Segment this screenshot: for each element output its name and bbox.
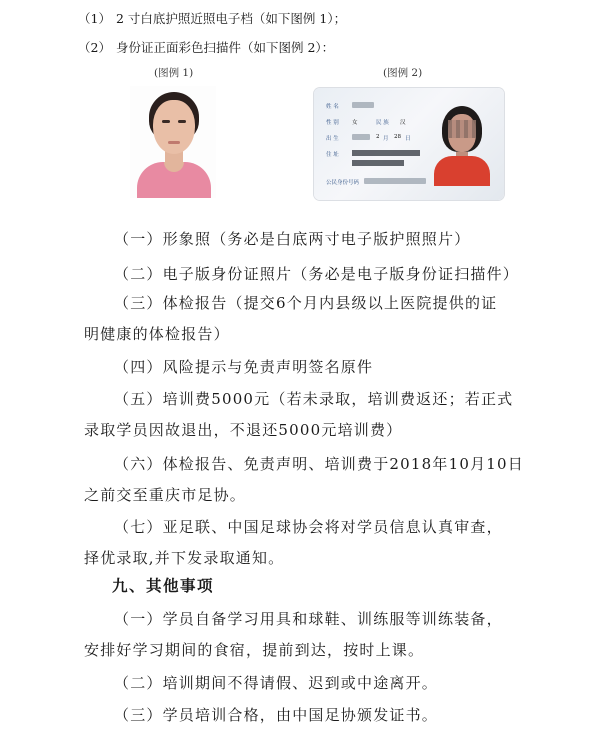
material-item-2 — [84, 259, 554, 290]
id-portrait-mosaic — [448, 120, 476, 138]
example-1-caption: (图例 1) — [154, 67, 194, 79]
id-card-birth-label: 出 生 — [326, 136, 339, 142]
material-item-text: （五）培训费5000元（若未录取，培训费返还；若正式 — [114, 390, 514, 408]
material-item-text: （三）体检报告（提交6个月内县级以上医院提供的证 — [114, 294, 498, 312]
id-card-address-redacted-1 — [352, 150, 420, 156]
other-item-2 — [84, 668, 554, 699]
requirement-text: 2 寸白底护照近照电子档（如下图例 1）； — [116, 11, 347, 26]
material-item-continuation: 录取学员因故退出，不退还5000元培训费） — [84, 421, 403, 439]
material-item-text: （四）风险提示与免责声明签名原件 — [114, 358, 374, 376]
portrait-eye-right — [178, 120, 186, 123]
requirement-number: （2） — [78, 40, 111, 55]
id-card-ethnicity-label: 民 族 — [376, 120, 389, 126]
id-card-gender-label: 性 别 — [326, 120, 339, 126]
other-item-continuation: 安排好学习期间的食宿，提前到达，按时上课。 — [84, 641, 425, 659]
material-item-5 — [84, 384, 554, 446]
material-item-text: （六）体检报告、免责声明、培训费于2018年10月10日 — [114, 455, 524, 473]
material-item-continuation: 之前交至重庆市足协。 — [84, 486, 247, 504]
requirement-line-1 — [78, 11, 346, 27]
portrait-face — [153, 100, 195, 154]
material-item-continuation: 择优录取,并下发录取通知。 — [84, 549, 285, 567]
id-card-name-label: 姓 名 — [326, 104, 339, 110]
material-item-text: （一）形象照（务必是白底两寸电子版护照照片） — [114, 230, 471, 248]
id-card-birth-year-redacted — [352, 134, 370, 140]
material-item-continuation: 明健康的体检报告） — [84, 325, 230, 343]
material-item-7 — [84, 512, 554, 574]
other-item-1 — [84, 604, 554, 666]
material-item-6 — [84, 449, 554, 511]
id-card-name-redacted — [352, 102, 374, 108]
other-item-text: （二）培训期间不得请假、迟到或中途离开。 — [114, 674, 439, 692]
section-heading: 九、其他事项 — [112, 577, 215, 595]
id-card-number-redacted — [364, 178, 426, 184]
id-card-portrait — [430, 100, 494, 184]
id-card-birth-day: 28 — [394, 134, 401, 140]
other-item-text: （三）学员培训合格，由中国足协颁发证书。 — [114, 706, 439, 724]
material-item-3 — [84, 288, 554, 350]
id-card-birth-month: 2 — [376, 134, 380, 140]
material-item-4 — [84, 352, 554, 383]
portrait-eye-left — [162, 120, 170, 123]
id-card-ethnicity-value: 汉 — [400, 120, 406, 126]
other-item-3 — [84, 700, 554, 731]
id-card-address-redacted-2 — [352, 160, 404, 166]
id-card-gender-value: 女 — [352, 120, 358, 126]
portrait-mouth — [168, 141, 180, 144]
id-card-birth-day-unit: 日 — [405, 136, 411, 142]
id-portrait-coat — [434, 156, 490, 186]
example-id-card — [314, 88, 504, 200]
requirement-text: 身份证正面彩色扫描件（如下图例 2）： — [116, 40, 335, 55]
requirement-line-2 — [78, 40, 334, 56]
id-card-birth-month-unit: 月 — [383, 136, 389, 142]
id-card-address-label: 住 址 — [326, 152, 339, 158]
other-item-text: （一）学员自备学习用具和球鞋、训练服等训练装备， — [114, 610, 503, 628]
id-card-number-label: 公民身份号码 — [326, 180, 360, 186]
material-item-text: （七）亚足联、中国足球协会将对学员信息认真审查， — [114, 518, 503, 536]
material-item-1 — [84, 224, 554, 255]
example-portrait-photo — [130, 86, 216, 198]
example-2-caption: (图例 2) — [383, 67, 423, 79]
requirement-number: （1） — [78, 11, 111, 26]
material-item-text: （二）电子版身份证照片（务必是电子版身份证扫描件） — [114, 265, 520, 283]
